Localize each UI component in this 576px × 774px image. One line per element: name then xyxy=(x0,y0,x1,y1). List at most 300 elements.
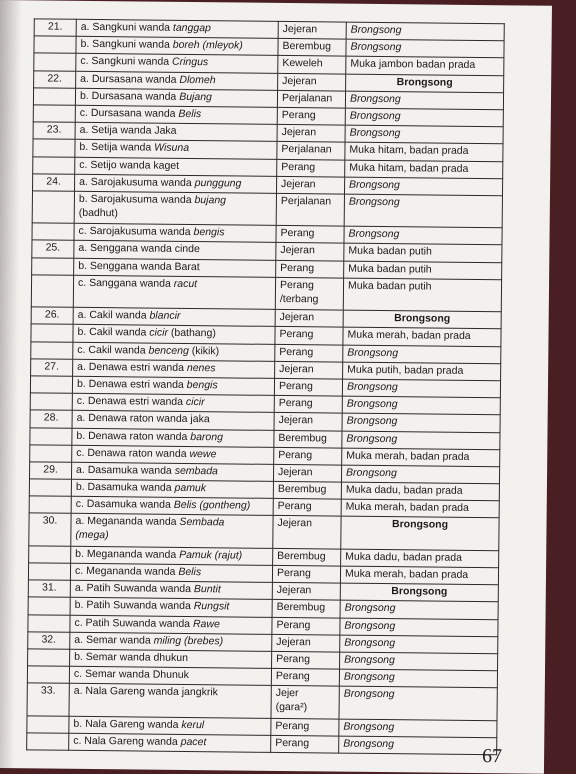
row-number xyxy=(34,19,76,37)
category-text: Jejeran xyxy=(282,22,318,36)
appearance-remark xyxy=(343,278,501,312)
remark-text: Muka merah, badan prada xyxy=(347,329,471,343)
name-second-line: (mega) xyxy=(75,529,109,542)
remark-text: Brongsong xyxy=(343,737,395,751)
character-name xyxy=(76,71,278,90)
character-name xyxy=(76,54,278,73)
category-text: Perjalanan xyxy=(280,194,332,208)
category-text: Jejeran xyxy=(279,362,314,376)
appearance-remark xyxy=(344,194,502,228)
row-number xyxy=(29,462,71,480)
category-text: Perang xyxy=(280,261,315,274)
character-name xyxy=(75,140,277,159)
name-prefix: b. Sangkuni wanda xyxy=(80,38,173,51)
row-number xyxy=(30,376,72,394)
remark-text: Brongsong xyxy=(394,312,451,325)
remark-text: Brongsong xyxy=(348,195,400,209)
row-number xyxy=(33,122,75,140)
scene-category xyxy=(275,327,343,345)
appearance-remark xyxy=(345,108,503,127)
row-number xyxy=(28,614,70,632)
name-prefix: c. Denawa raton wanda xyxy=(76,446,190,460)
appearance-remark xyxy=(343,362,501,381)
appearance-remark xyxy=(345,125,503,144)
remark-text: Muka merah, badan prada xyxy=(344,567,469,581)
scene-category xyxy=(272,651,340,669)
row-number xyxy=(29,513,71,546)
scene-category xyxy=(273,481,341,499)
wanda-name: punggung xyxy=(194,176,242,190)
wanda-name: boreh (mleyok) xyxy=(172,38,243,52)
category-text: Perang xyxy=(277,500,312,513)
wanda-name: Sembada xyxy=(179,516,225,529)
name-prefix: b. Patih Suwanda wanda xyxy=(74,599,194,613)
appearance-remark xyxy=(340,566,498,585)
scene-category xyxy=(272,600,340,618)
remark-text: Muka badan putih xyxy=(348,245,432,258)
scene-category xyxy=(271,735,339,753)
category-text: Perjalanan xyxy=(281,143,332,156)
name-prefix: c. Megananda wanda xyxy=(74,564,179,578)
row-number xyxy=(32,240,74,258)
row-number xyxy=(33,105,75,123)
row-number xyxy=(27,733,69,751)
scene-category xyxy=(273,548,341,566)
character-name xyxy=(71,497,273,516)
appearance-remark xyxy=(340,618,498,637)
remark-text: Brongsong xyxy=(344,653,395,667)
remark-text: Brongsong xyxy=(349,126,401,140)
category-text: Perang xyxy=(278,397,313,410)
row-number xyxy=(32,257,74,275)
row-number-text: 31. xyxy=(41,581,57,594)
name-prefix: c. Sangkuni wanda xyxy=(80,55,173,69)
name-suffix: (bathang) xyxy=(167,327,216,340)
wanda-name: Dlomeh xyxy=(179,73,216,86)
appearance-remark xyxy=(341,465,499,484)
remark-text: Muka dadu, badan prada xyxy=(345,483,463,497)
wanda-name: Rungsit xyxy=(193,600,230,613)
wanda-name: cicir xyxy=(149,326,169,340)
category-text: Perang xyxy=(279,278,314,292)
wanda-name: bujang xyxy=(194,193,227,207)
remark-text: Brongsong xyxy=(350,40,402,54)
name-prefix: a. Nala Gareng wanda jangkrik xyxy=(73,685,218,699)
scene-category xyxy=(277,142,345,160)
category-text: Jejeran xyxy=(281,177,316,191)
scene-category xyxy=(272,634,340,652)
name-prefix: c. Sarojakusuma wanda xyxy=(78,225,194,239)
appearance-remark xyxy=(345,160,503,179)
remark-text: Muka merah, badan prada xyxy=(345,500,469,515)
remark-text: Muka dadu, badan prada xyxy=(345,550,463,564)
category-text: Jejeran xyxy=(276,635,311,649)
character-name xyxy=(69,733,271,752)
name-prefix: c. Sanggana wanda xyxy=(77,276,174,290)
character-name xyxy=(75,88,277,107)
category-text: Perjalanan xyxy=(281,91,333,105)
scene-category xyxy=(278,56,346,74)
category-text: Perang xyxy=(276,566,311,580)
row-number xyxy=(30,393,72,411)
category-text: Berembug xyxy=(277,483,327,496)
remark-text: Brongsong xyxy=(346,414,398,428)
category-text: Keweleh xyxy=(282,57,323,70)
name-prefix: c. Patih Suwanda wanda xyxy=(74,616,194,630)
appearance-remark xyxy=(345,142,503,161)
character-name xyxy=(75,157,277,176)
remark-text: Muka badan putih xyxy=(347,279,432,293)
character-name xyxy=(70,581,272,600)
scene-category xyxy=(275,310,343,328)
appearance-remark xyxy=(340,635,498,654)
category-text: Jejeran xyxy=(280,244,315,257)
character-name xyxy=(70,649,272,668)
row-number xyxy=(33,88,75,106)
category-text: Perang xyxy=(276,618,311,631)
name-prefix: b. Denawa estri wanda xyxy=(76,377,187,391)
category-text: Perang xyxy=(276,652,311,666)
wanda-name: benceng xyxy=(148,344,189,357)
row-number-text: 28. xyxy=(43,411,59,424)
page-number: 67 xyxy=(481,745,503,768)
character-name xyxy=(75,174,277,193)
category-text: Perang xyxy=(278,448,313,462)
remark-text: Brongsong xyxy=(344,602,396,615)
name-prefix: a. Cakil wanda xyxy=(77,309,150,322)
wanda-name: bengis xyxy=(193,226,225,239)
name-prefix: c. Setijo wanda kaget xyxy=(79,158,180,172)
category-text: Berembug xyxy=(276,601,326,614)
wanda-name: nenes xyxy=(186,361,216,375)
remark-text: Brongsong xyxy=(396,75,453,89)
wanda-name: wewe xyxy=(189,447,217,461)
character-name xyxy=(69,666,271,685)
wanda-name: kerul xyxy=(181,718,205,731)
category-text: Perang xyxy=(280,227,315,240)
scene-category xyxy=(271,686,339,719)
table-row xyxy=(32,191,502,228)
wanda-name: Bujang xyxy=(179,90,212,103)
character-name xyxy=(71,462,273,481)
appearance-remark xyxy=(343,345,501,364)
remark-text: Brongsong xyxy=(346,466,397,480)
character-name xyxy=(75,105,277,124)
name-second-line: (badhut) xyxy=(78,206,118,220)
wanda-name: barong xyxy=(190,430,224,443)
row-number xyxy=(31,341,73,359)
scene-category xyxy=(277,90,345,108)
remark-text: Brongsong xyxy=(343,720,395,733)
scene-category xyxy=(276,260,344,278)
row-number xyxy=(29,496,71,514)
remark-text: Muka hitam, badan prada xyxy=(349,143,469,158)
appearance-remark xyxy=(340,583,498,602)
category-text: Berembug xyxy=(277,549,326,563)
name-suffix: (kikik) xyxy=(188,344,220,357)
category-text: Jejeran xyxy=(278,465,313,479)
wanda-name: Belis xyxy=(178,107,202,121)
name-prefix: a. Senggana wanda cinde xyxy=(78,242,200,256)
character-name xyxy=(69,684,271,719)
remark-text: Muka badan putih xyxy=(348,262,432,276)
row-number xyxy=(34,70,76,88)
appearance-remark xyxy=(346,39,504,58)
appearance-remark xyxy=(342,431,500,450)
name-prefix: c. Semar wanda Dhunuk xyxy=(73,667,189,682)
row-number xyxy=(29,546,71,564)
scene-category xyxy=(276,176,344,194)
appearance-remark xyxy=(344,226,502,245)
category-text: Perang xyxy=(281,108,316,122)
appearance-remark xyxy=(343,328,501,347)
character-name xyxy=(74,191,276,226)
wanda-name: Rawe xyxy=(192,617,220,630)
row-number xyxy=(30,410,72,428)
row-number xyxy=(32,223,74,241)
row-number xyxy=(29,479,71,497)
name-prefix: b. Setija wanda xyxy=(79,141,155,154)
row-number xyxy=(30,445,72,463)
appearance-remark xyxy=(339,719,497,738)
remark-text: Brongsong xyxy=(349,178,400,191)
wanda-name: Belis (gontheng) xyxy=(173,499,251,512)
name-prefix: a. Dasamuka wanda xyxy=(76,463,175,477)
wanda-name: miling (brebes) xyxy=(153,634,224,648)
scene-category xyxy=(278,73,346,91)
row-number xyxy=(33,139,75,157)
appearance-remark xyxy=(346,57,504,76)
row-number xyxy=(27,666,69,684)
wanda-name: sembada xyxy=(174,464,218,478)
character-name xyxy=(76,36,278,55)
scene-category xyxy=(274,413,342,431)
name-prefix: b. Denawa raton wanda xyxy=(76,429,191,443)
character-name xyxy=(73,308,275,327)
row-number-text: 23. xyxy=(46,123,62,136)
scene-category xyxy=(274,396,342,414)
remark-text: Brongsong xyxy=(346,432,398,445)
category-text: Perang xyxy=(279,328,314,341)
name-prefix: a. Setija wanda Jaka xyxy=(79,123,177,137)
row-number xyxy=(33,156,75,174)
name-prefix: c. Dasamuka wanda xyxy=(75,498,174,512)
scene-category xyxy=(277,125,345,143)
appearance-remark xyxy=(341,517,499,551)
appearance-remark xyxy=(344,244,502,263)
appearance-remark xyxy=(344,261,502,280)
row-number xyxy=(31,275,73,308)
name-prefix: a. Dursasana wanda xyxy=(80,72,180,86)
character-name xyxy=(70,615,272,634)
scene-category xyxy=(275,277,343,310)
name-prefix: b. Dursasana wanda xyxy=(79,89,180,103)
name-prefix: b. Megananda wanda xyxy=(75,547,180,561)
row-number-text: 27. xyxy=(44,360,60,373)
wanda-name: blancir xyxy=(149,309,181,323)
scene-category xyxy=(276,243,344,261)
table-row xyxy=(31,275,501,312)
wanda-name: racut xyxy=(173,277,198,290)
wanda-name: Belis xyxy=(178,565,202,579)
character-name xyxy=(74,241,276,260)
wanda-name: Cringus xyxy=(171,56,209,69)
appearance-remark xyxy=(341,482,499,501)
appearance-remark xyxy=(341,499,499,518)
appearance-remark xyxy=(345,91,503,110)
scene-category xyxy=(277,159,345,177)
scene-category xyxy=(277,107,345,125)
name-prefix: a. Denawa raton wanda jaka xyxy=(76,412,210,426)
remark-text: Brongsong xyxy=(349,109,401,123)
remark-text: Muka putih, badan prada xyxy=(347,363,464,377)
wanda-name: Wisuna xyxy=(154,141,190,155)
table-row xyxy=(27,733,497,755)
name-prefix: a. Semar wanda xyxy=(74,633,154,647)
character-name xyxy=(74,224,276,243)
category-text: Perang xyxy=(278,379,313,393)
character-name xyxy=(72,411,274,430)
table-row xyxy=(27,683,497,720)
gutter-shadow xyxy=(0,0,22,768)
scene-category xyxy=(272,617,340,635)
character-name xyxy=(73,275,275,310)
category-text: Jejeran xyxy=(276,584,312,597)
name-prefix: b. Senggana wanda Barat xyxy=(78,259,200,273)
character-name xyxy=(72,445,274,464)
character-name xyxy=(74,258,276,277)
category-text: Jejer xyxy=(275,687,299,700)
scene-category xyxy=(274,378,342,396)
row-number-text: 26. xyxy=(44,308,60,321)
appearance-remark xyxy=(343,310,501,329)
character-name xyxy=(75,122,277,141)
name-prefix: b. Nala Gareng wanda xyxy=(73,717,182,731)
scene-category xyxy=(274,430,342,448)
name-prefix: a. Sangkuni wanda xyxy=(80,20,174,34)
remark-text: Brongsong xyxy=(349,92,401,105)
remark-text: Brongsong xyxy=(344,636,396,649)
category-text: Perang xyxy=(275,736,310,750)
character-name xyxy=(71,514,273,549)
appearance-remark xyxy=(340,601,498,620)
category-text: Jejeran xyxy=(279,311,315,324)
appearance-remark xyxy=(339,669,497,688)
wanda-name: bengis xyxy=(186,378,218,392)
category-text: Jejeran xyxy=(281,126,317,139)
wanda-name: tanggap xyxy=(172,21,211,35)
scene-category xyxy=(275,344,343,362)
row-number-text: 33. xyxy=(40,684,56,697)
character-name xyxy=(72,428,274,447)
wanda-name: Pamuk (rajut) xyxy=(179,548,243,562)
row-number xyxy=(28,597,70,615)
scene-category xyxy=(271,669,339,687)
character-name xyxy=(73,325,275,344)
table-body xyxy=(27,19,505,755)
row-number xyxy=(33,174,75,192)
remark-text: Muka jambon badan prada xyxy=(350,58,476,72)
scene-category xyxy=(273,499,341,517)
category-text: Berembug xyxy=(282,40,332,53)
appearance-remark xyxy=(339,686,497,720)
row-number xyxy=(30,427,72,445)
name-prefix: b. Cakil wanda xyxy=(77,326,150,339)
category-text: Berembug xyxy=(278,431,327,444)
wanda-table xyxy=(26,18,505,755)
scene-category xyxy=(278,39,346,57)
name-prefix: c. Cakil wanda xyxy=(77,343,149,357)
row-number xyxy=(28,580,70,598)
character-name xyxy=(70,598,272,617)
scene-category xyxy=(276,226,344,244)
character-name xyxy=(76,19,278,38)
character-name xyxy=(70,632,272,651)
scene-category xyxy=(275,361,343,379)
row-number-text: 32. xyxy=(41,633,57,646)
appearance-remark xyxy=(344,177,502,196)
name-prefix: b. Sarojakusuma wanda xyxy=(78,192,195,206)
name-prefix: c. Nala Gareng wanda xyxy=(73,734,181,748)
wanda-name: pacet xyxy=(180,735,207,749)
appearance-remark xyxy=(342,413,500,432)
appearance-remark xyxy=(342,448,500,467)
scene-category xyxy=(274,447,342,465)
appearance-remark xyxy=(342,396,500,415)
remark-text: Muka hitam, badan prada xyxy=(349,161,469,175)
name-prefix: a. Megananda wanda xyxy=(75,515,180,529)
category-text: Perang xyxy=(275,719,310,733)
row-number-text: 21. xyxy=(47,20,63,33)
category-text: Jejeran xyxy=(278,414,314,427)
appearance-remark xyxy=(346,22,504,41)
row-number-text: 22. xyxy=(47,72,63,85)
category-text: Perang xyxy=(279,345,314,358)
character-name xyxy=(73,342,275,361)
character-name xyxy=(73,359,275,378)
row-number-text: 29. xyxy=(43,463,58,476)
row-number-text: 30. xyxy=(42,514,58,528)
row-number xyxy=(34,53,76,71)
appearance-remark xyxy=(341,549,499,568)
row-number xyxy=(28,563,70,581)
category-text: Jejeran xyxy=(277,517,313,530)
scene-category xyxy=(276,193,344,226)
category-text: Jejeran xyxy=(282,74,317,87)
character-name xyxy=(69,716,271,735)
character-name xyxy=(70,563,272,582)
row-number xyxy=(31,359,73,377)
row-number-text: 25. xyxy=(45,241,61,255)
name-prefix: c. Denawa estri wanda xyxy=(76,394,187,409)
row-number xyxy=(28,649,70,667)
category-second-line: (gara²) xyxy=(275,701,308,714)
character-name xyxy=(72,376,274,395)
row-number xyxy=(27,683,69,716)
scene-category xyxy=(272,583,340,601)
name-prefix: a. Sarojakusuma wanda xyxy=(79,175,195,189)
appearance-remark xyxy=(340,652,498,671)
scene-category xyxy=(278,21,346,39)
name-prefix: c. Dursasana wanda xyxy=(79,106,179,120)
category-text: Perang xyxy=(275,670,310,683)
remark-text: Brongsong xyxy=(347,346,399,359)
character-name xyxy=(72,393,274,412)
scene-category xyxy=(273,464,341,482)
table-row xyxy=(29,513,499,550)
row-number xyxy=(31,307,73,325)
wanda-name: pamuk xyxy=(174,481,207,495)
